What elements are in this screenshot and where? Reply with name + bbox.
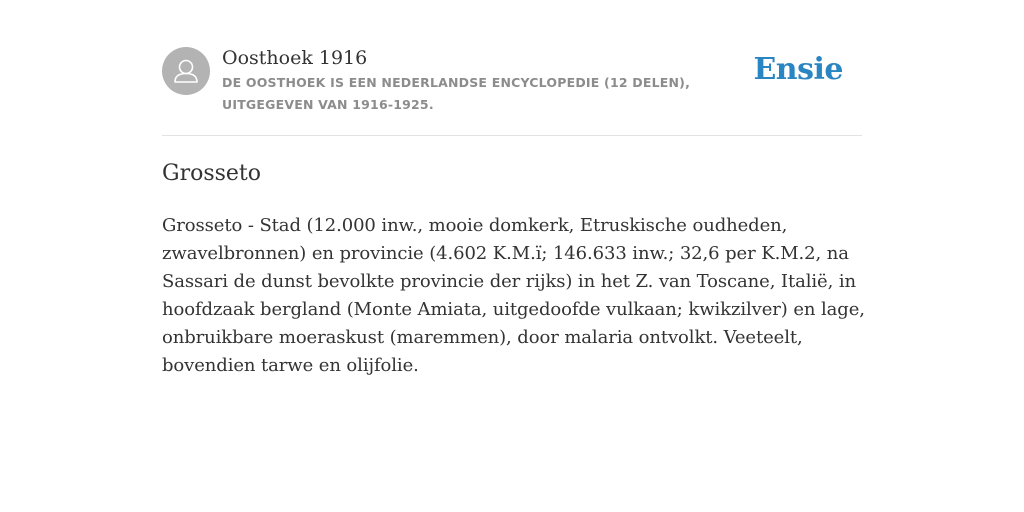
divider <box>162 135 862 136</box>
source-header <box>162 46 862 116</box>
entry-title: Grosseto <box>162 161 262 186</box>
source-description: DE OOSTHOEK IS EEN NEDERLANDSE ENCYCLOPEDIE (12 DELEN), UITGEGEVEN VAN 1916-1925. <box>222 75 691 112</box>
entry-body: Grosseto - Stad (12.000 inw., mooie domkerk, Etruskische oudheden, zwavelbronnen) en provincie (4.602 K.M.ï; 146.633 inw.; 32,6 per K.M.2, na Sassari de dunst bevolkte provincie der rijks) in het Z. van Toscane, Italië, in hoofdzaak bergland (Monte Amiata, uitgedoofde vulkaan; kwikzilver) en lage, onbruikbare moeraskust (maremmen), door malaria ontvolkt. Veeteelt, bovendien tarwe en olijfolie. <box>162 215 865 376</box>
ensie-logo-link[interactable]: Ensie <box>753 52 843 87</box>
source-avatar <box>162 47 210 95</box>
user-icon <box>162 47 210 95</box>
source-title[interactable]: Oosthoek 1916 <box>222 47 368 69</box>
